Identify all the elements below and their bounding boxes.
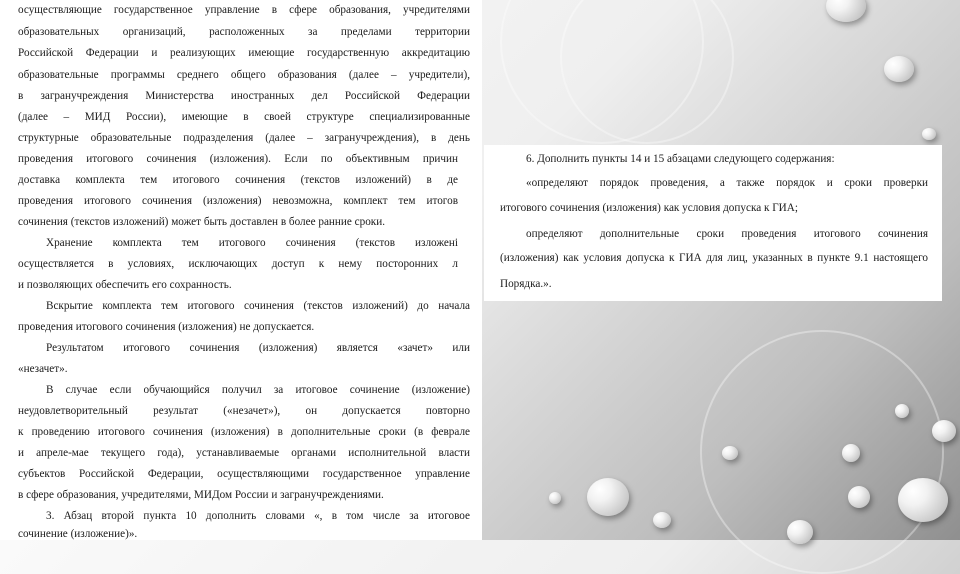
document-line: Хранение комплекта тем итогового сочинения (текстов изложені bbox=[46, 237, 458, 249]
document-line: Российской Федерации и реализующих имеющие государственную аккредитацию bbox=[18, 47, 470, 59]
document-line: проведения итогового сочинения (изложения) не допускается. bbox=[18, 321, 315, 333]
document-line: проведения итогового сочинения (изложения). Если по объективным причин bbox=[18, 153, 458, 165]
water-drop-icon bbox=[722, 446, 738, 460]
document-line: (изложения) как условия допуска к ГИА для лиц, указанных в пункте 9.1 настоящего bbox=[500, 252, 928, 264]
document-line: проведения итогового сочинения (изложения) невозможна, комплект тем итогов bbox=[18, 195, 458, 207]
water-drop-icon bbox=[842, 444, 860, 462]
document-line: Вскрытие комплекта тем итогового сочинения (текстов изложений) до начала bbox=[46, 300, 470, 312]
water-drop-icon bbox=[895, 404, 909, 418]
document-line: сочинение (изложение)». bbox=[18, 528, 138, 540]
document-line: структурные образовательные подразделения (далее – загранучреждения), в день bbox=[18, 132, 470, 144]
document-line: «определяют порядок проведения, а также порядок и сроки проверки bbox=[526, 177, 928, 189]
water-drop-icon bbox=[787, 520, 813, 544]
water-drop-icon bbox=[549, 492, 561, 504]
document-line: В случае если обучающийся получил за итоговое сочинение (изложение) bbox=[46, 384, 470, 396]
document-line: доставка комплекта тем итогового сочинения (текстов изложений) в де bbox=[18, 174, 458, 186]
document-line: в сфере образования, учредителями, МИДом России и загранучреждениями. bbox=[18, 489, 384, 501]
water-drop-icon bbox=[653, 512, 671, 528]
right-document-page bbox=[484, 145, 942, 301]
document-line: и апреле-мае текущего года), устанавливаемые органами исполнительной власти bbox=[18, 447, 470, 459]
document-line: осуществляется в условиях, исключающих доступ к нему посторонних л bbox=[18, 258, 458, 270]
document-line: осуществляющие государственное управление в сфере образования, учредителями bbox=[18, 4, 470, 16]
water-drop-icon bbox=[587, 478, 629, 516]
water-drop-icon bbox=[848, 486, 870, 508]
water-drop-icon bbox=[884, 56, 914, 82]
document-line: итогового сочинения (изложения) как условия допуска к ГИА; bbox=[500, 202, 798, 214]
document-line: 6. Дополнить пункты 14 и 15 абзацами следующего содержания: bbox=[526, 153, 835, 165]
document-line: в загранучреждения Министерства иностранных дел Российской Федерации bbox=[18, 90, 470, 102]
document-line: образовательных организаций, расположенных за пределами территории bbox=[18, 26, 470, 38]
document-line: сочинения (текстов изложений) может быть доставлен в более ранние сроки. bbox=[18, 216, 386, 228]
document-line: (далее – МИД России), имеющие в своей структуре специализированные bbox=[18, 111, 470, 123]
left-document-page bbox=[0, 0, 482, 540]
document-line: и позволяющих обеспечить его сохранность. bbox=[18, 279, 232, 291]
document-line: определяют дополнительные сроки проведения итогового сочинения bbox=[526, 228, 928, 240]
water-drop-icon bbox=[826, 0, 866, 22]
document-line: «незачет». bbox=[18, 363, 68, 375]
water-drop-icon bbox=[922, 128, 936, 140]
water-drop-icon bbox=[932, 420, 956, 442]
document-line: субъектов Российской Федерации, осуществляющими государственное управление bbox=[18, 468, 470, 480]
document-line: Результатом итогового сочинения (изложения) является «зачет» или bbox=[46, 342, 470, 354]
water-drop-icon bbox=[898, 478, 948, 522]
document-line: 3. Абзац второй пункта 10 дополнить словами «, в том числе за итоговое bbox=[46, 510, 470, 522]
document-line: Порядка.». bbox=[500, 278, 552, 290]
document-line: к проведению итогового сочинения (изложения) в дополнительные сроки (в феврале bbox=[18, 426, 470, 438]
document-line: образовательные программы среднего общего образования (далее – учредители), bbox=[18, 69, 470, 81]
document-line: неудовлетворительный результат («незачет»), он допускается повторно bbox=[18, 405, 470, 417]
